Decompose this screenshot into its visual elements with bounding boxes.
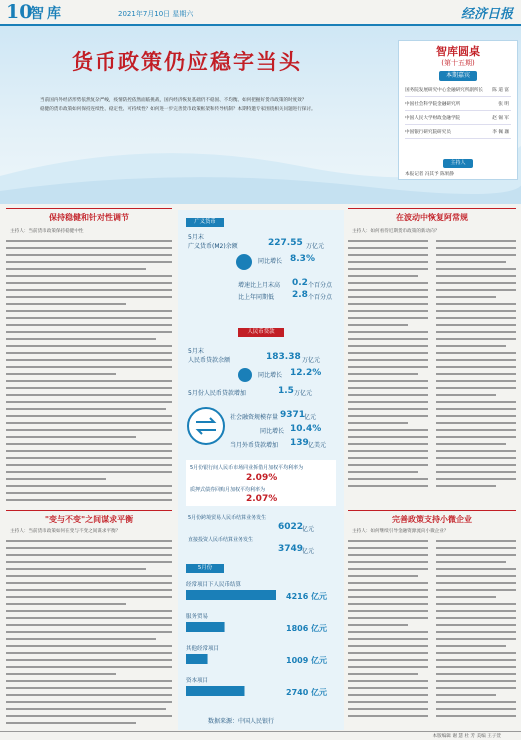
loan-unit: 万亿元 <box>302 357 321 364</box>
m2-period: 5月末 <box>188 234 204 241</box>
m2-change-label: 增速比上月末高 <box>238 282 281 289</box>
guest-name: 陈 道 富 <box>492 88 509 93</box>
bar-label: 资本项目 <box>186 678 209 684</box>
m2-value: 227.55 <box>268 238 303 248</box>
guest-row <box>405 87 511 97</box>
sf-label: 社会融资规模存量 <box>230 414 279 421</box>
left-byline: 主持人：当前货币政策保持稳健中性 <box>10 229 84 234</box>
fx-loan-label: 当月外币贷款增加 <box>230 442 279 449</box>
bar <box>186 590 276 600</box>
right-column-text <box>348 238 516 508</box>
m2-unit: 万亿元 <box>306 243 325 250</box>
left-column-text <box>6 238 172 508</box>
text-lines-placeholder <box>348 538 516 728</box>
loan-growth-label: 同比增长 <box>258 372 283 379</box>
crossborder-line: 5月份跨境贸易人民币结算业务发生 <box>188 515 267 521</box>
crossborder-unit: 亿元 <box>302 526 315 533</box>
data-panel <box>178 210 344 730</box>
roundtable-issue: (第十五期) <box>441 59 475 67</box>
m2-change: 0.2 <box>292 278 308 288</box>
fx-loan-unit: 亿美元 <box>308 442 327 449</box>
guest-name: 李 佩 珈 <box>492 130 509 135</box>
rate-box <box>186 460 336 506</box>
right-byline: 主持人：如何看待近期货币政策的新动向？ <box>352 229 440 234</box>
loan-value: 183.38 <box>266 352 301 362</box>
bar <box>186 686 244 696</box>
guest-affiliation: 中国社会科学院金融研究所 <box>405 102 461 107</box>
loan-period: 5月末 <box>188 348 204 355</box>
roundtable-title: 智库圆桌 <box>436 45 480 58</box>
m2-growth: 8.3% <box>290 254 315 264</box>
bar <box>186 622 225 632</box>
section-rule <box>348 208 516 209</box>
bar-value: 2740 亿元 <box>286 688 328 697</box>
growth-icon <box>236 254 252 270</box>
loan-new: 1.5 <box>278 386 294 396</box>
rate-value: 2.09% <box>246 473 278 483</box>
m2-change2-unit: 个百分点 <box>308 294 333 301</box>
right-byline-2: 主持人：如何继续引导金融资源流向小微企业？ <box>352 529 449 534</box>
money-supply-tag: 广义货币 <box>186 218 224 227</box>
lead-line: 稳健的货币政策如何保持连续性、稳定性、可持续性？如何进一步完善货币政策框架和传导机制？本期特邀专家围绕相关问题进行探讨。 <box>40 107 316 112</box>
guest-name: 张 明 <box>498 102 509 107</box>
crossborder-value: 6022 <box>278 522 304 532</box>
text-lines-placeholder <box>348 238 516 508</box>
bar-value: 1806 亿元 <box>286 624 328 633</box>
bar-value: 1009 亿元 <box>286 656 328 665</box>
text-lines-placeholder <box>6 238 172 508</box>
rate-value: 2.07% <box>246 494 278 504</box>
bar-label: 服务贸易 <box>186 614 209 620</box>
editor-credit: 本版编辑 谢 慧 杜 芳 美编 王子萱 <box>432 734 501 739</box>
loan-new-label: 5月份人民币贷款增加 <box>188 390 246 397</box>
growth-icon <box>238 368 252 382</box>
planner-credit: 本报记者 冯其予 陈果静 <box>405 172 454 177</box>
left-section-heading-2: "变与不变"之间谋求平衡 <box>44 515 134 524</box>
left-column-text-2 <box>6 538 172 728</box>
right-section-heading-2: 完善政策支持小微企业 <box>392 515 472 524</box>
direct-invest-value: 3749 <box>278 544 304 554</box>
guest-name: 赵 锡 军 <box>492 116 509 121</box>
loan-growth: 12.2% <box>290 368 322 378</box>
bar-label: 其他经常项目 <box>186 646 220 652</box>
rate-line: 5月份银行间人民币市场同业拆借月加权平均利率为 <box>190 465 304 471</box>
m2-label: 广义货币(M2)余额 <box>188 243 238 250</box>
loan-new-unit: 万亿元 <box>294 390 313 397</box>
guest-row <box>405 101 511 111</box>
roundtable-box <box>398 40 518 180</box>
m2-growth-label: 同比增长 <box>258 258 283 265</box>
m2-change2-label: 比上年同期低 <box>238 294 275 301</box>
loan-tag: 人民币贷款 <box>238 328 284 337</box>
direct-invest-unit: 亿元 <box>302 548 315 555</box>
left-section-heading: 保持稳健和针对性调节 <box>49 213 129 222</box>
bar-label: 经常项目下人民币结算 <box>186 582 242 588</box>
direct-invest-line: 直接投资人民币结算业务发生 <box>188 537 254 543</box>
guest-affiliation: 国务院发展研究中心金融研究所副所长 <box>405 88 484 93</box>
sf-growth-label: 同比增长 <box>260 428 285 435</box>
settlement-bar-chart <box>186 578 336 708</box>
section-rule <box>6 510 172 511</box>
guest-affiliation: 中国银行研究院研究员 <box>405 130 451 135</box>
section-rule <box>6 208 172 209</box>
page-number: 10 <box>6 1 33 23</box>
newspaper-logo: 经济日报 <box>460 7 513 22</box>
lead-line: 当前国内外经济形势依然复杂严峻，疫情防控依然面临挑战，国内经济恢复基础仍不稳固、不均衡。如何把握好货币政策的时度效？ <box>40 98 307 103</box>
text-lines-placeholder <box>6 538 172 728</box>
section-rule <box>348 510 516 511</box>
sf-value: 9371 <box>280 410 306 420</box>
guests-tag: 本期嘉宾 <box>439 71 477 81</box>
sf-growth: 10.4% <box>290 424 322 434</box>
lead-paragraph <box>40 96 390 114</box>
masthead <box>0 0 521 26</box>
data-source: 数据来源：中国人民银行 <box>208 718 275 725</box>
host-tag: 主持人 <box>443 159 473 168</box>
left-byline-2: 主持人：当前货币政策如何在变与不变之间谋求平衡？ <box>10 529 121 534</box>
fx-loan-value: 139 <box>290 438 309 448</box>
sf-unit: 亿元 <box>304 414 317 421</box>
section-name: 智库 <box>30 6 64 22</box>
m2-change2: 2.8 <box>292 290 308 300</box>
dateline: 2021年7月10日 星期六 <box>118 10 194 18</box>
m2-change-unit: 个百分点 <box>308 282 333 289</box>
guest-row <box>405 129 511 139</box>
bar <box>186 654 208 664</box>
loan-label: 人民币贷款余额 <box>188 357 231 364</box>
page-headline: 货币政策仍应稳字当头 <box>72 50 302 74</box>
may-tag: 5月份 <box>186 564 224 573</box>
rate-line: 质押式债券回购月加权平均利率为 <box>190 487 266 493</box>
right-section-heading: 在波动中恢复阿常规 <box>396 213 468 222</box>
right-column-text-2 <box>348 538 516 728</box>
guest-row <box>405 115 511 125</box>
arrows-icon <box>186 406 226 446</box>
guest-affiliation: 中国人民大学财政金融学院 <box>405 116 461 121</box>
bar-value: 4216 亿元 <box>286 592 328 601</box>
